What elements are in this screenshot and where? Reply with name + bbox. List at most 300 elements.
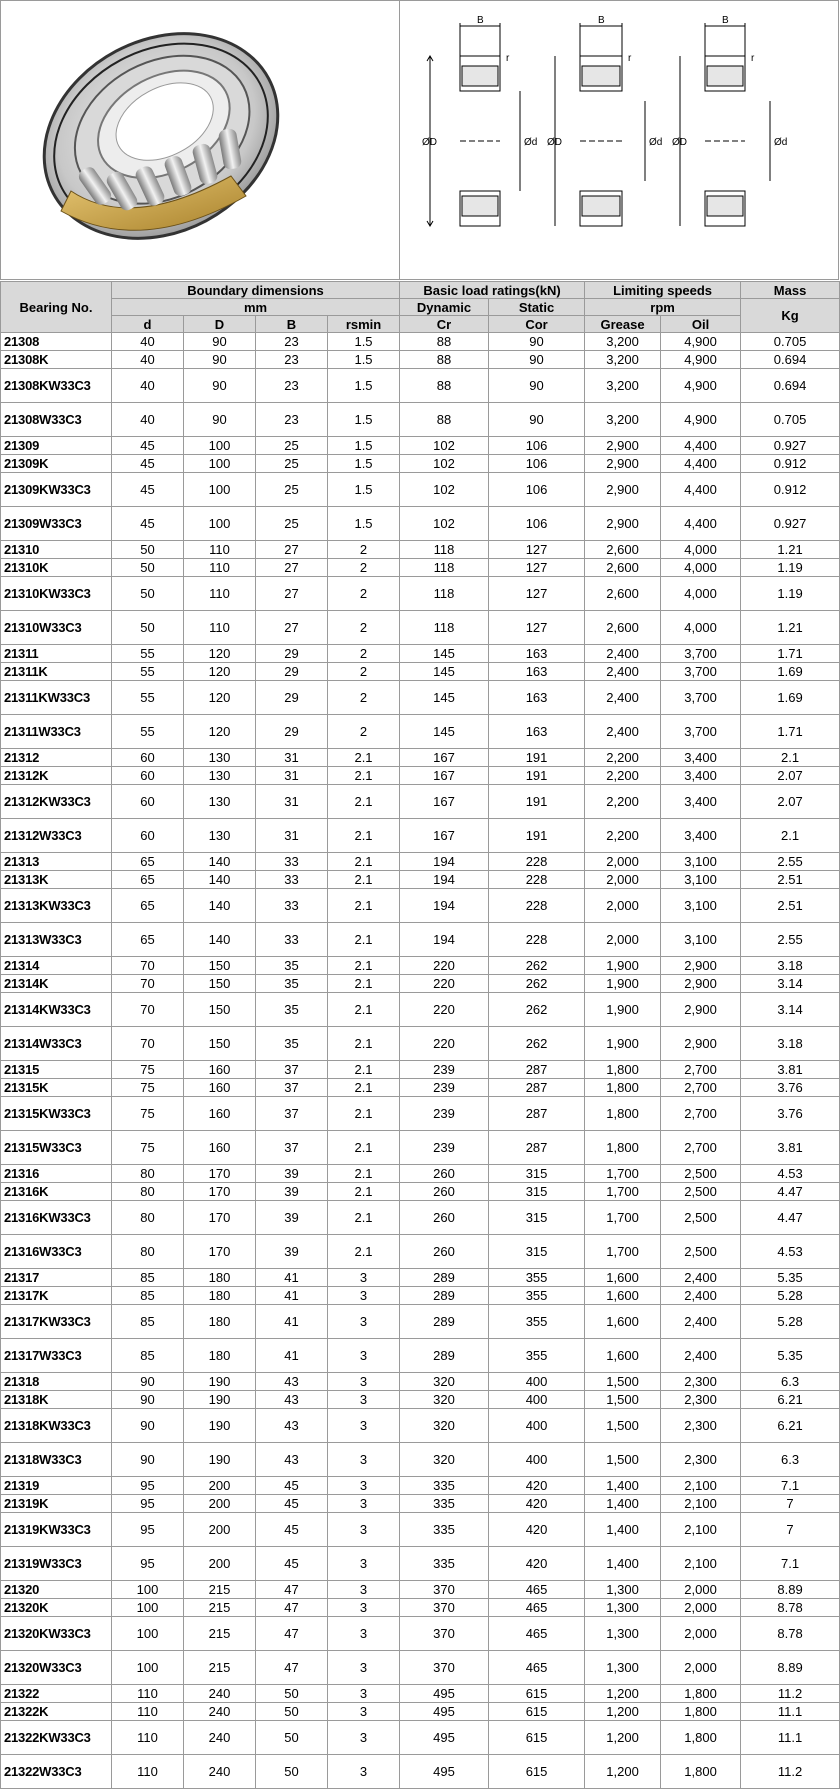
cell-bearing-no: 21320KW33C3 <box>1 1617 112 1651</box>
table-body <box>1 333 840 1789</box>
cell-bearing-no: 21318 <box>1 1373 112 1391</box>
cell-bearing-no: 21311KW33C3 <box>1 681 112 715</box>
cell-d: 65 <box>112 853 184 871</box>
cell-cor: 191 <box>489 819 585 853</box>
cell-grease-speed: 3,200 <box>585 351 661 369</box>
cell-bearing-no: 21313 <box>1 853 112 871</box>
cell-oil-speed: 2,100 <box>661 1477 741 1495</box>
cell-mass: 6.3 <box>741 1443 840 1477</box>
cell-b: 31 <box>256 785 328 819</box>
cell-d: 70 <box>112 957 184 975</box>
table-row <box>1 1581 840 1599</box>
cell-rsmin: 3 <box>328 1287 400 1305</box>
cell-d: 100 <box>112 1599 184 1617</box>
cell-cr: 239 <box>400 1097 489 1131</box>
cell-rsmin: 2 <box>328 663 400 681</box>
cell-grease-speed: 1,700 <box>585 1235 661 1269</box>
cell-rsmin: 1.5 <box>328 473 400 507</box>
cell-cor: 262 <box>489 1027 585 1061</box>
header-col-cr: Cr <box>400 316 489 333</box>
cell-outer-d: 215 <box>184 1581 256 1599</box>
cell-bearing-no: 21316KW33C3 <box>1 1201 112 1235</box>
cell-rsmin: 2 <box>328 645 400 663</box>
cell-cr: 88 <box>400 369 489 403</box>
cell-outer-d: 215 <box>184 1599 256 1617</box>
table-row <box>1 437 840 455</box>
cell-mass: 5.28 <box>741 1287 840 1305</box>
cell-cor: 400 <box>489 1391 585 1409</box>
cell-oil-speed: 2,700 <box>661 1061 741 1079</box>
cell-cor: 355 <box>489 1287 585 1305</box>
cell-cor: 287 <box>489 1061 585 1079</box>
cell-b: 31 <box>256 767 328 785</box>
cell-bearing-no: 21316W33C3 <box>1 1235 112 1269</box>
cell-oil-speed: 1,800 <box>661 1703 741 1721</box>
cell-grease-speed: 2,400 <box>585 663 661 681</box>
cell-rsmin: 3 <box>328 1305 400 1339</box>
cell-mass: 7 <box>741 1495 840 1513</box>
bearing-photo-image <box>1 1 399 279</box>
cell-cor: 400 <box>489 1409 585 1443</box>
cell-outer-d: 190 <box>184 1443 256 1477</box>
cell-cr: 194 <box>400 889 489 923</box>
cell-cor: 262 <box>489 975 585 993</box>
cell-oil-speed: 4,900 <box>661 351 741 369</box>
cell-cor: 90 <box>489 333 585 351</box>
cell-bearing-no: 21314K <box>1 975 112 993</box>
cell-d: 85 <box>112 1305 184 1339</box>
cell-grease-speed: 1,400 <box>585 1495 661 1513</box>
cell-cor: 106 <box>489 473 585 507</box>
cell-bearing-no: 21311 <box>1 645 112 663</box>
cell-cr: 118 <box>400 577 489 611</box>
cell-rsmin: 2.1 <box>328 1097 400 1131</box>
cell-bearing-no: 21320W33C3 <box>1 1651 112 1685</box>
cell-b: 41 <box>256 1269 328 1287</box>
cell-mass: 3.14 <box>741 993 840 1027</box>
cell-rsmin: 2.1 <box>328 1061 400 1079</box>
cell-d: 60 <box>112 785 184 819</box>
cell-cor: 615 <box>489 1755 585 1789</box>
cell-bearing-no: 21317KW33C3 <box>1 1305 112 1339</box>
cell-mass: 3.81 <box>741 1131 840 1165</box>
cell-b: 37 <box>256 1097 328 1131</box>
cell-outer-d: 150 <box>184 975 256 993</box>
cell-d: 80 <box>112 1165 184 1183</box>
cell-mass: 0.705 <box>741 333 840 351</box>
cell-cr: 102 <box>400 473 489 507</box>
cell-cr: 167 <box>400 767 489 785</box>
cell-cr: 220 <box>400 993 489 1027</box>
cell-outer-d: 90 <box>184 333 256 351</box>
label-inner-d-3: Ød <box>774 137 788 148</box>
cell-d: 40 <box>112 403 184 437</box>
cell-cr: 289 <box>400 1305 489 1339</box>
cell-oil-speed: 2,400 <box>661 1305 741 1339</box>
cell-b: 47 <box>256 1651 328 1685</box>
cell-grease-speed: 2,000 <box>585 923 661 957</box>
cell-grease-speed: 2,600 <box>585 541 661 559</box>
cell-b: 35 <box>256 1027 328 1061</box>
cell-cr: 145 <box>400 715 489 749</box>
cell-cr: 145 <box>400 645 489 663</box>
cell-oil-speed: 3,700 <box>661 681 741 715</box>
cell-mass: 7.1 <box>741 1547 840 1581</box>
bearing-spec-table <box>0 281 840 1789</box>
cell-bearing-no: 21318KW33C3 <box>1 1409 112 1443</box>
cell-cor: 106 <box>489 455 585 473</box>
cell-grease-speed: 1,200 <box>585 1685 661 1703</box>
cell-outer-d: 240 <box>184 1703 256 1721</box>
cell-outer-d: 120 <box>184 645 256 663</box>
cell-d: 110 <box>112 1755 184 1789</box>
cell-outer-d: 215 <box>184 1651 256 1685</box>
cell-oil-speed: 4,000 <box>661 541 741 559</box>
cell-d: 65 <box>112 923 184 957</box>
cell-d: 55 <box>112 715 184 749</box>
cell-cr: 239 <box>400 1079 489 1097</box>
cell-grease-speed: 1,300 <box>585 1581 661 1599</box>
cell-outer-d: 140 <box>184 871 256 889</box>
cell-mass: 3.81 <box>741 1061 840 1079</box>
cell-b: 47 <box>256 1617 328 1651</box>
cell-bearing-no: 21312W33C3 <box>1 819 112 853</box>
section-view-3 <box>680 23 770 226</box>
cell-rsmin: 2.1 <box>328 957 400 975</box>
header-col-d: d <box>112 316 184 333</box>
cell-bearing-no: 21308 <box>1 333 112 351</box>
cell-grease-speed: 3,200 <box>585 403 661 437</box>
cell-oil-speed: 2,900 <box>661 975 741 993</box>
cell-cr: 260 <box>400 1235 489 1269</box>
cell-outer-d: 170 <box>184 1235 256 1269</box>
cell-mass: 2.07 <box>741 767 840 785</box>
cell-cr: 167 <box>400 785 489 819</box>
cell-cr: 260 <box>400 1201 489 1235</box>
cell-outer-d: 100 <box>184 455 256 473</box>
cell-grease-speed: 2,400 <box>585 681 661 715</box>
cell-rsmin: 3 <box>328 1513 400 1547</box>
cell-outer-d: 190 <box>184 1373 256 1391</box>
cell-cr: 495 <box>400 1685 489 1703</box>
cell-bearing-no: 21308K <box>1 351 112 369</box>
cell-rsmin: 3 <box>328 1477 400 1495</box>
cell-cr: 370 <box>400 1651 489 1685</box>
cell-grease-speed: 2,900 <box>585 437 661 455</box>
cell-bearing-no: 21317 <box>1 1269 112 1287</box>
cell-cor: 191 <box>489 767 585 785</box>
cell-d: 65 <box>112 871 184 889</box>
cell-mass: 11.2 <box>741 1755 840 1789</box>
cell-outer-d: 120 <box>184 663 256 681</box>
cell-outer-d: 200 <box>184 1477 256 1495</box>
cell-grease-speed: 1,900 <box>585 957 661 975</box>
cell-outer-d: 110 <box>184 559 256 577</box>
cell-bearing-no: 21309K <box>1 455 112 473</box>
cell-mass: 2.55 <box>741 853 840 871</box>
label-r-1: r <box>506 53 510 64</box>
cell-grease-speed: 1,300 <box>585 1599 661 1617</box>
cell-bearing-no: 21322W33C3 <box>1 1755 112 1789</box>
cell-oil-speed: 3,700 <box>661 663 741 681</box>
cell-rsmin: 1.5 <box>328 507 400 541</box>
cell-cr: 289 <box>400 1269 489 1287</box>
cell-cor: 355 <box>489 1305 585 1339</box>
table-row <box>1 871 840 889</box>
cell-cr: 370 <box>400 1617 489 1651</box>
label-outer-d-3: ØD <box>672 137 687 148</box>
table-row <box>1 853 840 871</box>
cell-mass: 2.1 <box>741 749 840 767</box>
cell-mass: 5.35 <box>741 1339 840 1373</box>
cell-rsmin: 2.1 <box>328 1235 400 1269</box>
cell-b: 33 <box>256 923 328 957</box>
cell-cr: 118 <box>400 541 489 559</box>
cell-outer-d: 160 <box>184 1061 256 1079</box>
cell-outer-d: 180 <box>184 1287 256 1305</box>
cell-cr: 370 <box>400 1581 489 1599</box>
cell-b: 33 <box>256 853 328 871</box>
table-header <box>1 282 840 333</box>
cell-cr: 118 <box>400 611 489 645</box>
table-row <box>1 749 840 767</box>
table-row <box>1 611 840 645</box>
cell-d: 100 <box>112 1651 184 1685</box>
cell-cr: 260 <box>400 1165 489 1183</box>
header-col-grease: Grease <box>585 316 661 333</box>
cell-grease-speed: 1,700 <box>585 1201 661 1235</box>
cell-mass: 1.19 <box>741 559 840 577</box>
cell-d: 85 <box>112 1269 184 1287</box>
cell-d: 60 <box>112 749 184 767</box>
cell-grease-speed: 1,400 <box>585 1477 661 1495</box>
cell-cor: 315 <box>489 1165 585 1183</box>
cell-mass: 3.14 <box>741 975 840 993</box>
cell-grease-speed: 1,800 <box>585 1079 661 1097</box>
cell-cor: 315 <box>489 1183 585 1201</box>
cell-oil-speed: 2,100 <box>661 1495 741 1513</box>
cell-mass: 0.912 <box>741 473 840 507</box>
cell-cr: 102 <box>400 507 489 541</box>
cell-rsmin: 3 <box>328 1495 400 1513</box>
cell-outer-d: 215 <box>184 1617 256 1651</box>
cell-d: 110 <box>112 1721 184 1755</box>
cell-cor: 90 <box>489 369 585 403</box>
cell-grease-speed: 1,200 <box>585 1703 661 1721</box>
cell-oil-speed: 3,100 <box>661 923 741 957</box>
cell-grease-speed: 2,900 <box>585 455 661 473</box>
table-row <box>1 1287 840 1305</box>
cell-cor: 262 <box>489 993 585 1027</box>
cell-rsmin: 3 <box>328 1617 400 1651</box>
cell-d: 90 <box>112 1373 184 1391</box>
cell-oil-speed: 2,700 <box>661 1079 741 1097</box>
cell-grease-speed: 1,200 <box>585 1755 661 1789</box>
cell-b: 39 <box>256 1183 328 1201</box>
cell-rsmin: 2.1 <box>328 819 400 853</box>
cell-cr: 239 <box>400 1061 489 1079</box>
cell-outer-d: 150 <box>184 1027 256 1061</box>
cell-cor: 355 <box>489 1339 585 1373</box>
header-mass: Mass <box>741 282 840 299</box>
cell-grease-speed: 1,700 <box>585 1165 661 1183</box>
cell-outer-d: 120 <box>184 715 256 749</box>
cell-mass: 2.55 <box>741 923 840 957</box>
cell-d: 90 <box>112 1443 184 1477</box>
cell-grease-speed: 2,200 <box>585 819 661 853</box>
table-row <box>1 889 840 923</box>
header-col-cor: Cor <box>489 316 585 333</box>
cell-cor: 163 <box>489 663 585 681</box>
cell-mass: 6.3 <box>741 1373 840 1391</box>
cell-grease-speed: 2,600 <box>585 577 661 611</box>
cell-rsmin: 3 <box>328 1339 400 1373</box>
cell-cr: 220 <box>400 1027 489 1061</box>
cell-d: 90 <box>112 1409 184 1443</box>
cell-outer-d: 240 <box>184 1685 256 1703</box>
cell-d: 45 <box>112 507 184 541</box>
cell-d: 80 <box>112 1183 184 1201</box>
cell-outer-d: 200 <box>184 1495 256 1513</box>
cell-b: 43 <box>256 1443 328 1477</box>
table-row <box>1 785 840 819</box>
cell-oil-speed: 1,800 <box>661 1755 741 1789</box>
cell-oil-speed: 2,000 <box>661 1581 741 1599</box>
cell-b: 25 <box>256 455 328 473</box>
cell-bearing-no: 21315W33C3 <box>1 1131 112 1165</box>
cell-d: 45 <box>112 455 184 473</box>
header-unit-rpm: rpm <box>585 299 741 316</box>
cell-oil-speed: 4,400 <box>661 455 741 473</box>
cell-mass: 5.35 <box>741 1269 840 1287</box>
cell-oil-speed: 4,400 <box>661 437 741 455</box>
cell-oil-speed: 3,700 <box>661 715 741 749</box>
cell-grease-speed: 1,600 <box>585 1269 661 1287</box>
cell-rsmin: 2.1 <box>328 871 400 889</box>
cell-oil-speed: 2,300 <box>661 1391 741 1409</box>
table-row <box>1 1131 840 1165</box>
header-basic-load-ratings: Basic load ratings(kN) <box>400 282 585 299</box>
table-row <box>1 1547 840 1581</box>
cell-oil-speed: 4,000 <box>661 577 741 611</box>
table-row <box>1 1165 840 1183</box>
cell-b: 33 <box>256 889 328 923</box>
cell-rsmin: 3 <box>328 1651 400 1685</box>
cell-outer-d: 180 <box>184 1269 256 1287</box>
cell-cr: 102 <box>400 455 489 473</box>
cell-d: 50 <box>112 559 184 577</box>
cell-rsmin: 2.1 <box>328 889 400 923</box>
cell-outer-d: 110 <box>184 611 256 645</box>
cell-grease-speed: 1,600 <box>585 1305 661 1339</box>
cell-b: 29 <box>256 681 328 715</box>
cell-mass: 7 <box>741 1513 840 1547</box>
cell-d: 65 <box>112 889 184 923</box>
cell-oil-speed: 3,100 <box>661 871 741 889</box>
cell-bearing-no: 21319 <box>1 1477 112 1495</box>
cell-d: 50 <box>112 577 184 611</box>
cell-b: 37 <box>256 1061 328 1079</box>
cell-bearing-no: 21317K <box>1 1287 112 1305</box>
bearing-photo <box>1 1 400 279</box>
cell-mass: 2.51 <box>741 871 840 889</box>
table-row <box>1 1721 840 1755</box>
header-boundary-dimensions: Boundary dimensions <box>112 282 400 299</box>
cell-cor: 90 <box>489 403 585 437</box>
table-row <box>1 993 840 1027</box>
cell-bearing-no: 21322 <box>1 1685 112 1703</box>
cell-b: 45 <box>256 1495 328 1513</box>
label-b-1: B <box>477 15 484 26</box>
cell-d: 90 <box>112 1391 184 1409</box>
table-row <box>1 645 840 663</box>
cell-d: 70 <box>112 1027 184 1061</box>
cell-grease-speed: 2,000 <box>585 889 661 923</box>
cell-outer-d: 130 <box>184 767 256 785</box>
cell-rsmin: 3 <box>328 1373 400 1391</box>
cell-b: 50 <box>256 1721 328 1755</box>
cell-d: 40 <box>112 369 184 403</box>
cell-d: 40 <box>112 351 184 369</box>
cell-cr: 88 <box>400 403 489 437</box>
cell-b: 41 <box>256 1305 328 1339</box>
cell-outer-d: 200 <box>184 1513 256 1547</box>
cell-cr: 194 <box>400 871 489 889</box>
cell-cor: 400 <box>489 1443 585 1477</box>
cell-outer-d: 240 <box>184 1755 256 1789</box>
cell-oil-speed: 3,100 <box>661 853 741 871</box>
cell-b: 45 <box>256 1547 328 1581</box>
cell-cor: 615 <box>489 1685 585 1703</box>
cell-rsmin: 2.1 <box>328 1165 400 1183</box>
cell-mass: 8.89 <box>741 1651 840 1685</box>
cell-b: 27 <box>256 577 328 611</box>
cell-cr: 220 <box>400 975 489 993</box>
cell-bearing-no: 21319K <box>1 1495 112 1513</box>
cell-outer-d: 140 <box>184 889 256 923</box>
header-col-b: B <box>256 316 328 333</box>
cell-rsmin: 2 <box>328 559 400 577</box>
cell-cr: 88 <box>400 333 489 351</box>
label-r-2: r <box>628 53 632 64</box>
cell-rsmin: 2.1 <box>328 923 400 957</box>
cell-rsmin: 2.1 <box>328 1201 400 1235</box>
table-row <box>1 1269 840 1287</box>
cell-cr: 335 <box>400 1495 489 1513</box>
cell-rsmin: 3 <box>328 1755 400 1789</box>
cell-b: 25 <box>256 507 328 541</box>
cell-cor: 465 <box>489 1581 585 1599</box>
cell-cor: 420 <box>489 1513 585 1547</box>
cell-mass: 11.1 <box>741 1721 840 1755</box>
cell-mass: 0.927 <box>741 507 840 541</box>
cell-bearing-no: 21311W33C3 <box>1 715 112 749</box>
cell-grease-speed: 1,300 <box>585 1617 661 1651</box>
cell-cor: 355 <box>489 1269 585 1287</box>
cell-oil-speed: 2,900 <box>661 993 741 1027</box>
cell-grease-speed: 1,700 <box>585 1183 661 1201</box>
cell-cor: 163 <box>489 681 585 715</box>
cell-cor: 262 <box>489 957 585 975</box>
cell-outer-d: 110 <box>184 577 256 611</box>
cell-outer-d: 150 <box>184 993 256 1027</box>
cell-d: 70 <box>112 993 184 1027</box>
cell-b: 23 <box>256 351 328 369</box>
cell-outer-d: 100 <box>184 507 256 541</box>
cell-oil-speed: 4,400 <box>661 473 741 507</box>
cell-mass: 7.1 <box>741 1477 840 1495</box>
cell-grease-speed: 1,900 <box>585 993 661 1027</box>
